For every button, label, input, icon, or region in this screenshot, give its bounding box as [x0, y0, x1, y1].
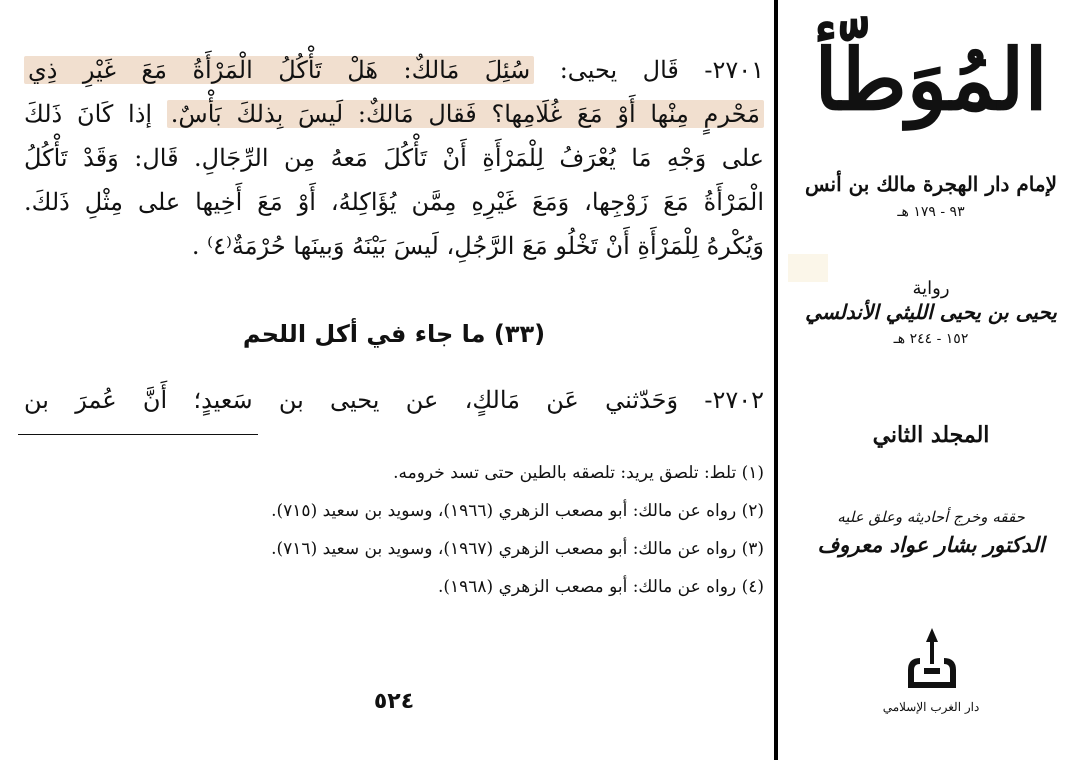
narrator-name: يحيى بن يحيى الليثي الأندلسي: [805, 300, 1057, 324]
book-title: المُوَطّأ: [814, 30, 1048, 129]
title-page: [782, 0, 1080, 760]
hadith-2701-line-2: [24, 94, 764, 134]
publisher-name: دار الغرب الإسلامي: [882, 700, 980, 714]
verified-by: حققه وخرج أحاديثه وعلق عليه: [837, 508, 1025, 526]
line-text: إذا كَانَ ذَلكَ: [24, 100, 167, 128]
author-dates: ٩٣ - ١٧٩ هـ: [897, 204, 965, 220]
highlighted-text: مَحْرمٍ مِنْها أَوْ مَعَ غُلَامِها؟ فَقال مَالكٌ: لَيسَ بِذلكَ بَأْسٌ.: [167, 100, 764, 128]
section-title: (٣٣) ما جاء في أكل اللحم: [242, 320, 546, 348]
text-page: [18, 24, 770, 744]
footnote-2: (٢) رواه عن مالك: أبو مصعب الزهري (١٩٦٦)، وسويد بن سعيد (٧١٥).: [271, 501, 764, 521]
narrator-dates: ١٥٢ - ٢٤٤ هـ: [893, 331, 969, 347]
footnote-1: (١) تلط: تلصق يريد: تلصقه بالطين حتى تسد خرومه.: [393, 463, 764, 483]
line-text: ٢٧٠١- قَال يحيى:: [534, 56, 764, 84]
footnotes: [24, 454, 764, 606]
volume-label: المجلد الثاني: [872, 422, 990, 448]
hadith-2701-line-5: وَيُكْرهُ لِلْمَرْأَةِ أَنْ تَخْلُو مَعَ الرَّجُلِ، لَيسَ بَيْنَهُ وَبينَها حُرْمَةٌ⁽٤⁾ .: [191, 232, 764, 260]
publisher-logo-icon: [896, 624, 968, 696]
page-divider: [774, 0, 778, 760]
footnote-3: (٣) رواه عن مالك: أبو مصعب الزهري (١٩٦٧)، وسويد بن سعيد (٧١٦).: [271, 539, 764, 559]
page-number: ٥٢٤: [373, 689, 415, 714]
hadith-2702-line: ٢٧٠٢- وَحَدّثني عَن مَالكٍ، عن يحيى بن سَعيدٍ؛ أَنَّ عُمرَ بن: [24, 386, 764, 414]
footnote-4: (٤) رواه عن مالك: أبو مصعب الزهري (١٩٦٨).: [437, 577, 764, 597]
hadith-2701-line-4: الْمَرْأَةُ مَعَ زَوْجِها، وَمَعَ غَيْرِهِ مِمَّن يُؤَاكِلهُ، أَوْ مَعَ أَخِيها على مِثْلِ ذَلكَ.: [24, 188, 764, 216]
riwaya-label: رواية: [912, 278, 950, 299]
footnote-separator: [18, 434, 258, 435]
highlighted-text: سُئِلَ مَالكٌ: هَلْ تَأْكُلُ الْمَرْأَةُ مَعَ غَيْرِ ذِي: [24, 56, 534, 84]
author-line: لإمام دار الهجرة مالك بن أنس: [805, 172, 1057, 196]
hadith-2701-line-3: على وَجْهِ مَا يُعْرَفُ لِلْمَرْأَةِ أَنْ تَأْكُلَ مَعهُ مِن الرِّجَالِ. قَال: وَقَدْ تَأْكُلُ: [24, 144, 764, 172]
editor-name: الدكتور بشار عواد معروف: [817, 532, 1045, 557]
hadith-2701-line-1: [24, 50, 764, 90]
